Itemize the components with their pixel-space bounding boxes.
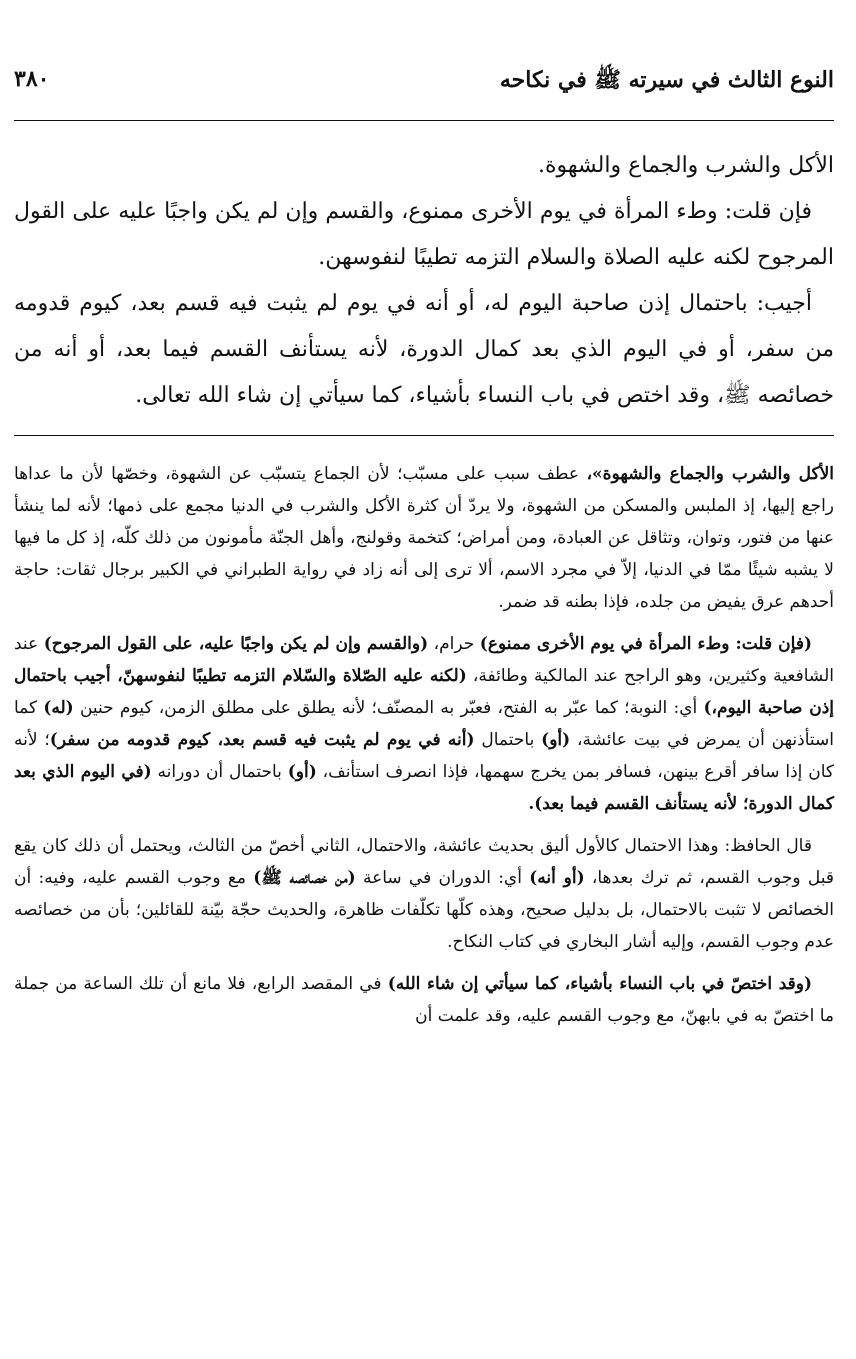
commentary-text: باحتمال أن دورانه (151, 762, 288, 782)
commentary-text: أي: النوبة؛ كما عبّر به الفتح، فعبّر به المصنّف؛ لأنه يطلق على مطلق الزمن، كيوم حنين (73, 698, 704, 718)
quoted-text: (أو) (287, 762, 317, 782)
quoted-text: (من خصائصه ﷺ) (253, 868, 356, 888)
commentary-text: في المقصد الرابع، فلا مانع أن تلك الساعة من جملة ما اختصّ به في بابهنّ، مع وجوب القسم عليه، وقد علمت أن (14, 974, 834, 1026)
commentary-paragraph (14, 968, 834, 1032)
quoted-text: (أنه في يوم لم يثبت فيه قسم بعد، كيوم قدومه من سفر) (49, 730, 475, 750)
quoted-text: (في اليوم الذي بعد كمال الدورة؛ لأنه يستأنف القسم فيما بعد). (14, 762, 834, 814)
quoted-text: (لكنه عليه الصّلاة والسّلام التزمه تطيبًا لنفوسهنّ، أجيب باحتمال إذن صاحبة اليوم،) (14, 666, 834, 718)
quoted-text: (فإن قلت: وطء المرأة في يوم الأخرى ممنوع) (479, 634, 812, 654)
commentary-paragraph (14, 628, 834, 820)
commentary (14, 458, 834, 1032)
main-text-paragraph: الأكل والشرب والجماع والشهوة. (538, 153, 834, 178)
quoted-text: (أو) (541, 730, 571, 750)
commentary-text: مع وجوب القسم عليه، وفيه: أن الخصائص لا تثبت بالاحتمال، بل بدليل صحيح، وهذه كلّها تكلّفات ظاهرة، والحديث حجّة بيّنة للقائلين؛ بأن من خصائصه عدم وجوب القسم، وإليه أشار البخاري في كتاب النكاح. (14, 868, 834, 952)
quoted-text: الأكل والشرب والجماع والشهوة»، (586, 464, 834, 484)
quoted-text: (والقسم وإن لم يكن واجبًا عليه، على القول المرجوح) (43, 634, 429, 654)
commentary-paragraph (14, 830, 834, 958)
main-text-paragraph: أجيب: باحتمال إذن صاحبة اليوم له، أو أنه في يوم لم يثبت فيه قسم بعد، كيوم قدومه من سفر، أو في اليوم الذي بعد كمال الدورة، لأنه يستأنف القسم فيما بعد، أو أنه من خصائصه ﷺ، وقد اختص في باب النساء بأشياء، كما سيأتي إن شاء الله تعالى. (14, 291, 834, 408)
commentary-text: عطف سبب على مسبّب؛ لأن الجماع يتسبّب عن الشهوة، وخصّها لأن ما عداها راجع إليها، إذ الملبس والمسكن من الشهوة، ولا يردّ أن كثرة الأكل والشرب في الدنيا مجمع على ذمها؛ لأنه لما ينشأ عنها من فتور، وتوان، وتثاقل عن العبادة، ومن أمراض؛ كتخمة وقولنج، وأهل الجنّة مأمونون من ذلك كلّه، إذ كل ما فيها لا يشبه شيئًا ممّا في الدنيا، إلاّ في مجرد الاسم، ألا ترى إلى أنه زاد في رواية الطبراني في الكبير برجال ثقات: حاجة أحدهم عرق يفيض من جلده، فإذا بطنه قد ضمر. (14, 464, 834, 612)
commentary-text: أي: الدوران في ساعة (355, 868, 530, 888)
section-divider (14, 435, 834, 436)
commentary-text: عند الشافعية وكثيرين، وهو الراجح عند المالكية وطائفة، (14, 634, 834, 686)
main-text (14, 143, 834, 419)
commentary-text: قال الحافظ: وهذا الاحتمال كالأول أليق بحديث عائشة، والاحتمال، الثاني أخصّ من الثالث، ويحتمل أن ذلك كان يقع قبل وجوب القسم، ثم ترك بعدها، (14, 836, 834, 888)
page-number: ٣٨٠ (14, 66, 50, 92)
commentary-text: باحتمال (474, 730, 542, 750)
quoted-text: (أو أنه) (529, 868, 585, 888)
quoted-text: (وقد اختصّ في باب النساء بأشياء، كما سيأتي إن شاء الله) (387, 974, 813, 994)
page-header (14, 58, 834, 121)
running-title: النوع الثالث في سيرته ﷺ في نكاحه (499, 67, 834, 93)
commentary-text: حرام، (428, 634, 480, 654)
main-text-paragraph: فإن قلت: وطء المرأة في يوم الأخرى ممنوع، والقسم وإن لم يكن واجبًا عليه على القول المرجوح لكنه عليه الصلاة والسلام التزمه تطيبًا لنفوسهن. (14, 199, 834, 270)
commentary-text: ؛ لأنه كان إذا سافر أقرع بينهن، فسافر بمن يخرج سهمها، فإذا انصرف استأنف، (14, 730, 834, 782)
commentary-paragraph (14, 458, 834, 618)
quoted-text: (له) (43, 698, 74, 718)
commentary-text: كما استأذنهن أن يمرض في بيت عائشة، (14, 698, 834, 750)
